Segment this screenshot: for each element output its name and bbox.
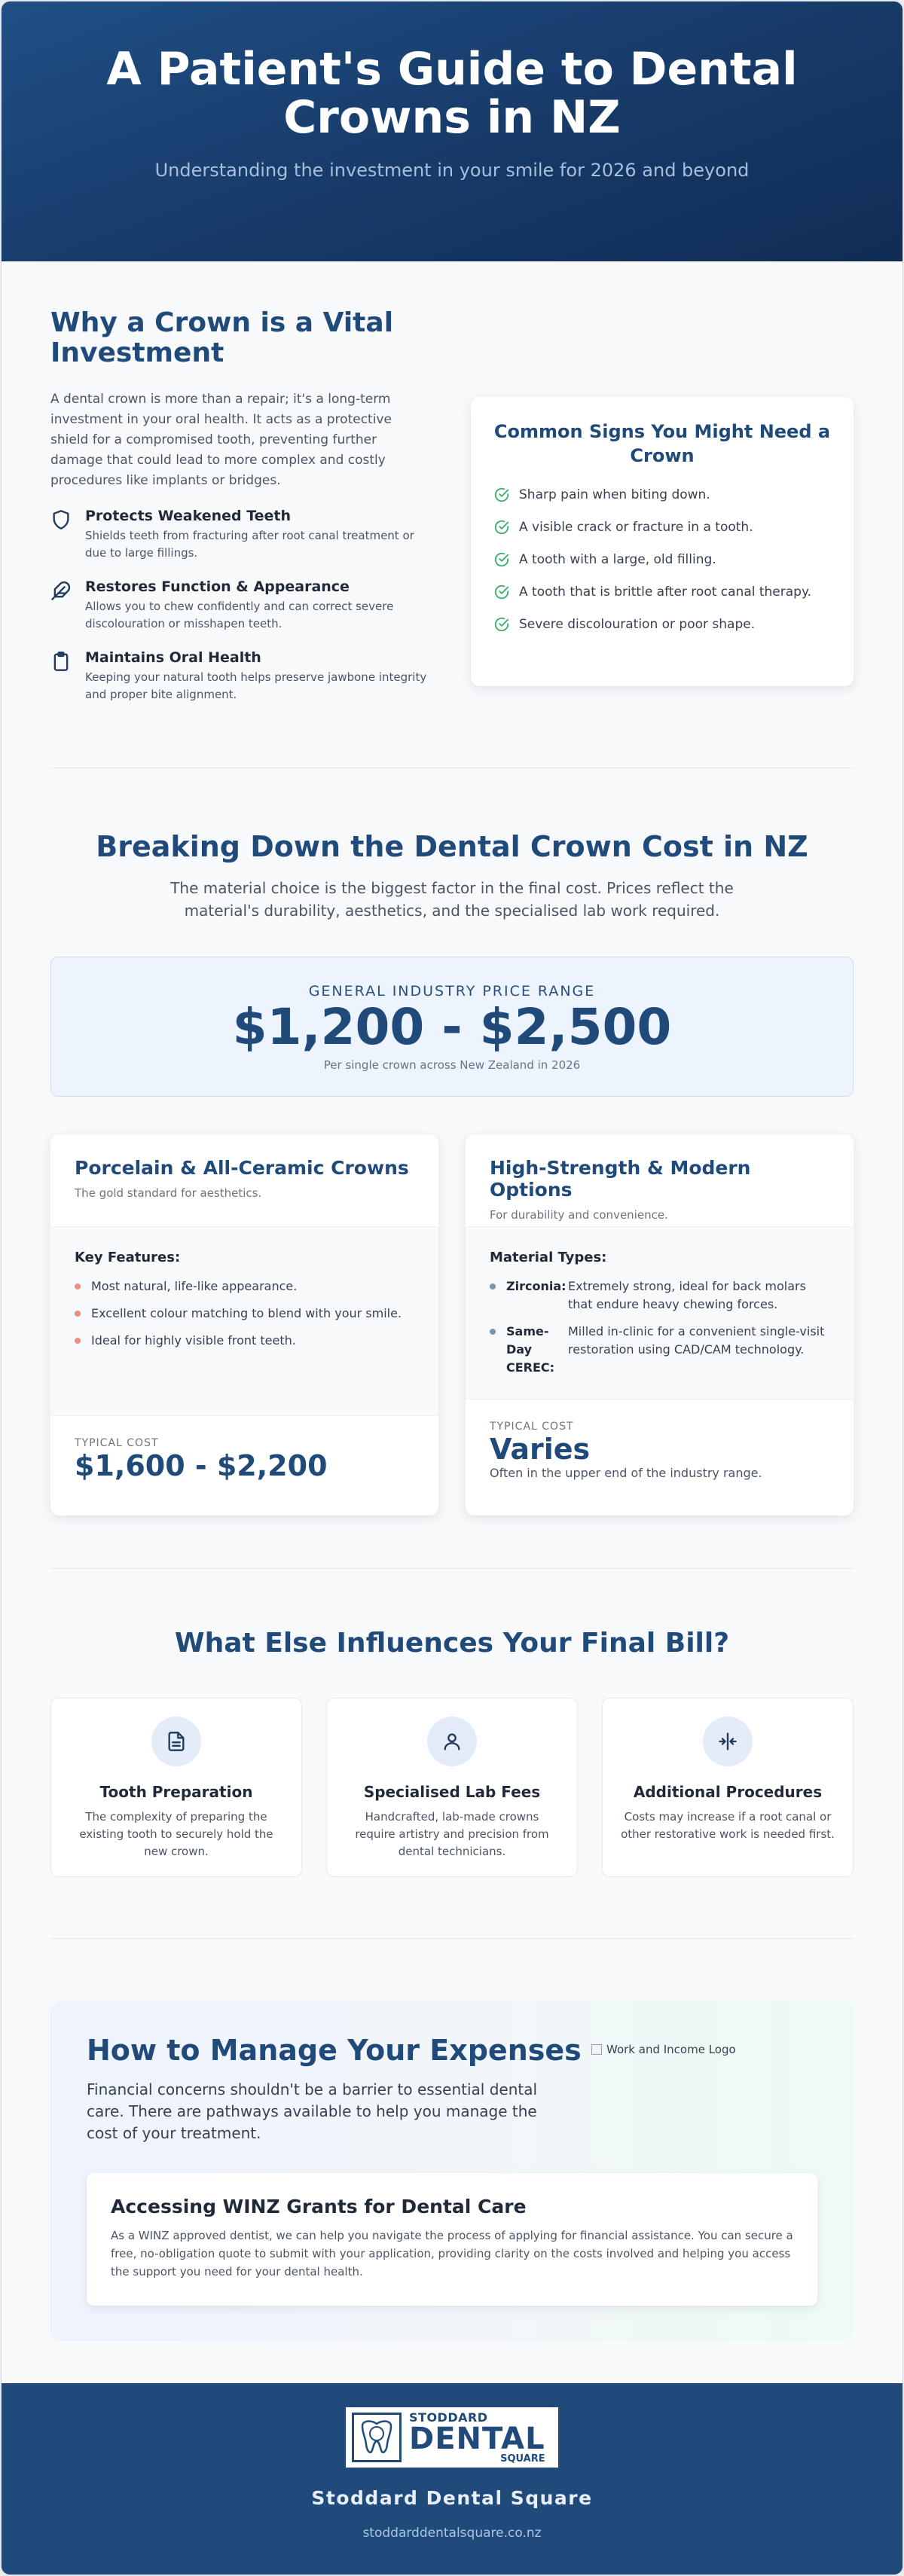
card-subtitle: The gold standard for aesthetics. xyxy=(75,1186,262,1200)
sign-text: Severe discolouration or poor shape. xyxy=(519,617,756,632)
typical-cost-label: TYPICAL COST xyxy=(490,1421,574,1433)
hero-banner xyxy=(2,2,902,261)
broken-image-icon xyxy=(591,2044,602,2055)
card-cost xyxy=(50,1416,438,1515)
modern-options-card xyxy=(466,1134,854,1515)
typical-cost-note: Often in the upper end of the industry range. xyxy=(490,1466,762,1480)
work-and-income-logo xyxy=(591,2043,736,2056)
influence-description: Costs may increase if a root canal or other restorative work is needed first. xyxy=(621,1810,835,1841)
feature-item xyxy=(75,1332,414,1350)
card-material-types xyxy=(466,1226,854,1399)
signs-card xyxy=(471,397,854,686)
influence-description: Handcrafted, lab-made crowns require artistry and precision from dental technicians. xyxy=(355,1810,549,1858)
cost-section xyxy=(2,768,902,1568)
feature-text: Excellent colour matching to blend with your smile. xyxy=(91,1306,402,1320)
page-subtitle: Understanding the investment in your smile for 2026 and beyond xyxy=(154,160,750,181)
sign-text: Sharp pain when biting down. xyxy=(519,487,710,502)
card-subtitle: For durability and convenience. xyxy=(490,1208,668,1222)
benefit-title: Restores Function & Appearance xyxy=(85,578,350,595)
influences-heading: What Else Influences Your Final Bill? xyxy=(174,1628,730,1659)
document-icon xyxy=(151,1717,201,1766)
stoddard-dental-logo[interactable] xyxy=(346,2407,558,2468)
material-item xyxy=(490,1323,829,1377)
material-item xyxy=(490,1277,829,1314)
benefit-title: Protects Weakened Teeth xyxy=(85,508,292,524)
typical-cost-value: $1,600 - $2,200 xyxy=(75,1449,328,1482)
material-description: Milled in-clinic for a convenient single-visit restoration using CAD/CAM technology. xyxy=(568,1324,825,1357)
benefit-description: Keeping your natural tooth helps preserve jawbone integrity and proper bite alignment. xyxy=(85,670,427,701)
benefit-item xyxy=(50,649,427,704)
benefit-description: Allows you to chew confidently and can correct severe discolouration or misshapen teeth. xyxy=(85,600,394,630)
cost-lead: The material choice is the biggest factor in the final cost. Prices reflect the material's durability, aesthetics, and the specialised lab work required. xyxy=(170,879,734,920)
influence-card xyxy=(50,1698,302,1877)
crown-cards xyxy=(50,1134,854,1515)
benefit-item xyxy=(50,508,427,562)
benefit-description: Shields teeth from fracturing after root canal treatment or due to large fillings. xyxy=(85,529,414,560)
sign-item xyxy=(493,581,831,603)
features-label: Key Features: xyxy=(75,1250,181,1265)
price-range-label: GENERAL INDUSTRY PRICE RANGE xyxy=(308,983,596,1000)
check-circle-icon xyxy=(493,584,510,600)
page xyxy=(1,1,903,2575)
manage-heading: How to Manage Your Expenses xyxy=(87,2034,582,2067)
logo-wordmark xyxy=(409,2412,545,2464)
feather-icon xyxy=(50,578,76,633)
user-icon xyxy=(427,1717,477,1766)
logo-alt-text: Work and Income Logo xyxy=(606,2043,736,2056)
porcelain-card xyxy=(50,1134,438,1515)
why-intro: A dental crown is more than a repair; it's a long-term investment in your oral health. It acts as a protective shield for a compromised tooth, preventing further damage that could lead to more complex and costly procedures like implants or bridges. xyxy=(50,392,392,488)
footer-website-link[interactable]: stoddarddentalsquare.co.nz xyxy=(362,2526,542,2541)
logo-text-top: STODDARD xyxy=(409,2410,488,2425)
sign-item xyxy=(493,614,831,635)
sign-item xyxy=(493,549,831,570)
why-heading: Why a Crown is a Vital Investment xyxy=(50,307,394,368)
sign-text: A tooth that is brittle after root canal therapy. xyxy=(519,584,812,600)
clipboard-icon xyxy=(50,649,76,704)
signs-list xyxy=(493,484,831,635)
winz-heading: Accessing WINZ Grants for Dental Care xyxy=(111,2196,527,2217)
manage-lead: Financial concerns shouldn't be a barrier to essential dental care. There are pathways available to help you manage the cost of your treatment. xyxy=(87,2080,538,2142)
check-circle-icon xyxy=(493,487,510,503)
material-description: Extremely strong, ideal for back molars that endure heavy chewing forces. xyxy=(568,1279,806,1311)
winz-text: As a WINZ approved dentist, we can help you navigate the process of applying for financial assistance. You can secure a free, no-obligation quote to submit with your application, providing clarity on the costs involved and helping you access the support you need for your dental health. xyxy=(111,2229,793,2278)
price-range-value: $1,200 - $2,500 xyxy=(232,998,672,1056)
cost-heading: Breaking Down the Dental Crown Cost in NZ xyxy=(96,830,808,863)
material-name: Zirconia: xyxy=(506,1279,567,1293)
feature-item xyxy=(75,1305,414,1323)
influences-section xyxy=(2,1569,902,1938)
typical-cost-label: TYPICAL COST xyxy=(75,1437,159,1449)
sign-text: A visible crack or fracture in a tooth. xyxy=(519,520,753,535)
check-circle-icon xyxy=(493,519,510,536)
influence-title: Tooth Preparation xyxy=(99,1783,253,1801)
logo-text-main: DENTAL xyxy=(409,2421,545,2456)
page-title: A Patient's Guide to Dental Crowns in NZ xyxy=(106,43,798,144)
check-circle-icon xyxy=(493,551,510,568)
material-name: Same-Day CEREC: xyxy=(506,1324,555,1375)
manage-section xyxy=(2,1939,902,2389)
logo-text-bottom: SQUARE xyxy=(500,2452,545,2465)
card-title: High-Strength & Modern Options xyxy=(490,1157,751,1201)
influences-cards xyxy=(50,1698,854,1877)
shield-icon xyxy=(50,508,76,562)
typical-cost-value: Varies xyxy=(490,1433,591,1466)
feature-text: Ideal for highly visible front teeth. xyxy=(91,1333,296,1348)
sign-item xyxy=(493,484,831,505)
sign-item xyxy=(493,517,831,538)
sign-text: A tooth with a large, old filling. xyxy=(519,552,716,567)
why-content xyxy=(50,308,427,768)
feature-item xyxy=(75,1277,414,1296)
influence-description: The complexity of preparing the existing tooth to securely hold the new crown. xyxy=(79,1810,273,1858)
influence-card xyxy=(602,1698,854,1877)
price-range-box xyxy=(50,957,854,1097)
signs-heading: Common Signs You Might Need a Crown xyxy=(493,421,831,466)
feature-text: Most natural, life-like appearance. xyxy=(91,1279,298,1293)
winz-card xyxy=(87,2173,817,2306)
influence-title: Additional Procedures xyxy=(633,1783,823,1801)
influence-card xyxy=(326,1698,578,1877)
check-circle-icon xyxy=(493,616,510,633)
split-icon xyxy=(703,1717,753,1766)
why-section xyxy=(2,261,902,768)
price-range-note: Per single crown across New Zealand in 2026 xyxy=(323,1058,581,1072)
footer-practice-name: Stoddard Dental Square xyxy=(311,2487,593,2509)
card-title: Porcelain & All-Ceramic Crowns xyxy=(75,1157,409,1179)
manage-panel xyxy=(50,2001,854,2341)
material-types-label: Material Types: xyxy=(490,1250,607,1265)
footer xyxy=(2,2383,902,2574)
card-cost xyxy=(466,1399,854,1515)
tooth-logo-icon xyxy=(352,2413,402,2462)
card-features xyxy=(50,1226,438,1416)
benefit-title: Maintains Oral Health xyxy=(85,649,261,666)
benefit-item xyxy=(50,578,427,633)
influence-title: Specialised Lab Fees xyxy=(363,1783,541,1801)
